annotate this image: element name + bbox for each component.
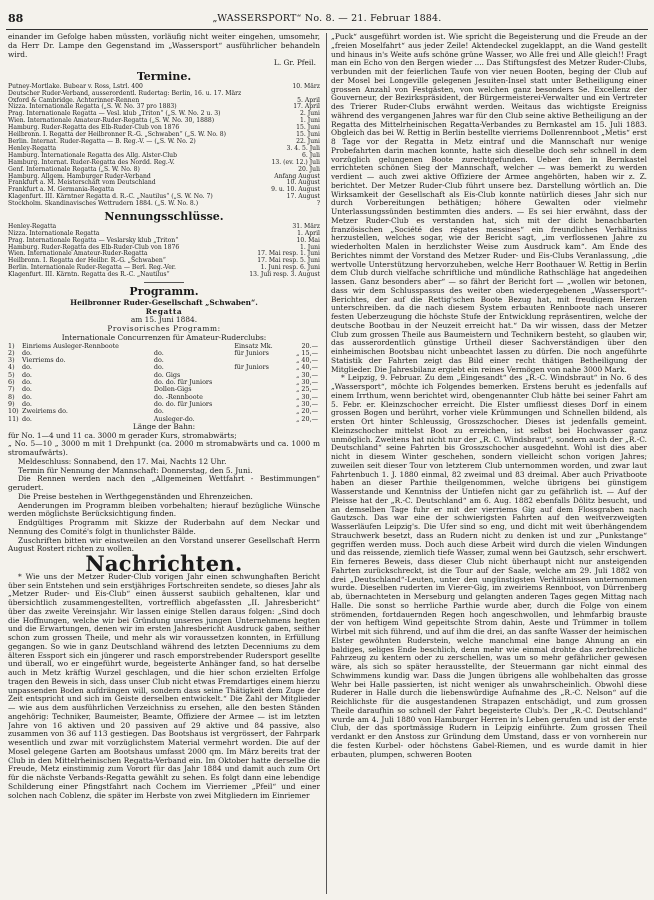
programm-fee: „ 40,— [296,363,318,372]
termine-row-event: Frankfurt a. M. Germania-Regatta [8,186,115,194]
termine-row-event: Hamburg. Ruder-Regatta des Elb-Ruder-Club von 1876 [8,124,180,132]
nennung-heading: Nennungsschlüsse. [104,210,224,224]
section-divider [144,282,184,283]
page-header [0,12,654,28]
programm-category [234,408,288,415]
termin-nennung: Termin für Nennung der Mannschaft: Donnerstag, den 5. Juni. [18,465,253,475]
programm-heading: Programm. [129,285,199,299]
programm-category [234,386,288,393]
nennung-row-event: Wien. Internationale Amateur-Ruder-Regatta [8,250,148,258]
laenge-line-2: „ No. 5—10 „ 3000 m mit 1 Drehpunkt (ca. 2000 m stromabwärts und ca. 1000 m stromaufwärts). [8,439,320,458]
programm-number: 4) [8,363,15,372]
laenge-heading: Länge der Bahn: [132,421,196,431]
termine-row-event: Deutscher Ruder-Verband, ausserordentl. Rudertag: Berlin, 16. u. 17. März [8,89,242,97]
programm-boat-class: Einriems Ausleger-Rennboote [22,341,119,350]
termine-row-date: Anfang August [274,172,320,180]
nennung-row-event: Nizza. Internationale Regatta [8,229,100,237]
termine-row-date: 22. Juni [296,138,320,145]
nennung-row-date: 10. Mai [296,236,320,244]
programm-boat-type: do. [153,356,164,365]
termine-row-date: 1. Juni [300,117,320,125]
programm-boat-class: do. [22,385,32,394]
termine-row-date: 6. Juli [301,151,320,159]
programm-boat-class: do. [22,399,32,408]
nennung-row-date: 17. Mai resp. 1. Juni [257,250,320,258]
programm-fee: „ 20,— [296,407,318,416]
programm-row [8,357,320,364]
programm-boat-class: Vierriems do. [22,356,66,365]
column-divider [326,33,327,894]
termine-row-event: Nizza. Internationale Regatta („S. W. No. 37 pro 1883) [8,103,177,111]
nennung-row-date: 31. März [292,222,320,230]
termine-row-date: 5. April [297,96,320,104]
termine-row-date: 17. April [293,103,320,111]
preise-text: Die Preise bestehen in Werthgegenständen und Ehrenzeichen. [18,491,253,501]
programm-number: 6) [8,378,15,387]
termine-row-event: Oxford & Cambridge. Achterinner-Rennen [8,96,140,104]
left-column [8,33,320,894]
programm-fee: „ 25,— [296,385,318,394]
nennung-row-date: 1. Juni [300,243,320,251]
termine-row-event: Frankfurt a. M. Meisterschaft vom Deutschland [8,179,156,187]
rennen-text: Die Rennen werden nach den „Allgemeinen Wettfahrt - Bestimmungen“ gerudert. [8,474,320,493]
termine-row-event: Hamburg. Allgem. Hamburger Ruder-Verband [8,172,151,180]
programm-boat-type: Dollen-Gigs [153,385,192,394]
programm-fee: „ 30,— [296,378,318,387]
programm-category [234,394,288,401]
metz-report-continued: „Puck“ ausgeführt worden ist. Wie spricht die Begeisterung und die Freude an der „freien Moselfahrt“ aus jeder Zeile! Aktendeckel zugeklappt, an die Wand gestellt und hinaus in's Weite aufs schöne grüne Wasser, wo Alle frei und Alle gleich!! Fragt man ein Echo von den Bergen wieder .... Das Stiftungsfest des Metzer Ruder-Clubs, verbunden mit der feierlichen Taufe von vier neuen Booten, beging der Club auf der Mosel bei Longeville gelegenen Jesuiten-Insel statt unter Betheiligung einer grossen Anzahl von Festgästen, von welchen ganz besonders Se. Excellenz der Gouverneur, der Bezirkspräsident, der Bürgermeisterei-Verwalter und ein Vertreter des Trierer Ruder-Clubs erwähnt werden. Weitaus das wichtigste Ereigniss während des vergangenen Jahres war für den Club seine aktive Betheiligung an der Regatta des Mittelrheinischen Regatta-Verbandes zu Bernkastel am 15. Juli 1883. Obgleich das bei W. Rettig in Berlin bestellte vierriems Dollenrennboot „Metis“ erst 8 Tage vor der Regatta in Metz eintraf und die Mannschaft nur wenige Probefahrten darin machen konnte, hatte sich dieselbe doch sehr schnell in dem vorzüglich gelungenen Boote zurechtgefunden. Ueber den in Bernkastel errichteten schönen Sieg der Mannschaft, welcher — was bemerkt zu werden verdient — auch zwei aktive Offiziere der Armee angehörten, haben wir z. Z. berichtet. Der Metzer Ruder-Club führt unsere bez. Darstellung wörtlich an. Die Wirksamkeit der Gesellschaft als Eis-Club konnte natürlich dieses Jahr sich nur durch Vorbereitungen bethätigen; höhere Gewalten oder vielmehr Unterlassungssünden bestimmten dies anders. — Es sei hier erwähnt, dass der Metzer Ruder-Club es verstanden hat, sich mit der dicht benachbarten französischen „Société des régates messines“ ein freundliches Verhältniss herzustellen, welches sogar, wie der Bericht sagt, „im verflossenen Jahre zu wiederholten Malen in herzlichster Weise zum Ausdruck kam“. Am Ende des Berichtes nimmt der Vorstand des Metzer Ruder- und Eis-Clubs Veranlassung, „die wertvolle Unterstützung hervorzuheben, welche Herr Boothauer W. Rettig in Berlin dem Club durch vielfache schriftliche und mündliche Rathschläge hat angedeihen lassen. Ganz besonders aber“ — so fährt der Bericht fort — „wollen wir betonen, dass wir dem Schlusspassus des weiter oben wiedergegebenen „Wassersport“-Berichtes, der auf die Rettig'schen Boote Bezug hat, mit freudigem Herzen unterschreiben. da die nach diesem System erbauten Rennboote nach unserer festen Ueberzeugung die höchste Stufe der Entwicklung repräsentiren, welche der deutsche Bootbau in der Neuzeit erreicht hat.“ Da wir wissen, dass der Metzer Club zum grossen Theile aus Baumeistern und Technikern besteht, so glauben wir, das ausserordentlich günstige Urtheil dieser Sachverständigen über den einheimischen Bootsbau nicht unbeachtet lassen zu dürfen. Die noch angeführte Statistik der Fahrten zeigt das Bild einer recht thätigen Betheiligung der Mitglieder. Die Jahresbilanz ergiebt ein reines Vermögen von nahe 3000 Mark. [331,33,647,374]
programm-boat-class: do. [22,348,32,357]
termine-row-event: Prag. Internationale Regatta — Vesl. klub „Triton“ („S. W. No. 2 u. 3) [8,110,221,118]
termine-list [8,84,320,208]
programm-number: 8) [8,392,15,401]
aenderung-text: Aenderungen im Programm bleiben vorbehalten; hierauf bezügliche Wünsche werden möglichste Berücksichtigung finden. [8,500,320,519]
programm-category [234,372,288,379]
programm-boat-class: do. [22,378,32,387]
programm-category [234,401,288,408]
nennung-row-date: 1. April [297,229,320,237]
programm-boat-type: do. [153,407,164,416]
termine-row-event: Stockholm. Skandinavisches Wettrudern 1884. („S. W. No. 8.) [8,200,199,208]
termine-row-date: 2. Juni [300,110,320,118]
intro-text: einander im Gefolge haben müssten, vorläufig nicht weiter eingehen, umsomehr, da Herr Dr. Lampe den Gegenstand im „Wassersport“ ausführlicher behandeln wird. [8,33,320,59]
programm-number: 2) [8,348,15,357]
programm-boat-type: do. [153,348,164,357]
nennung-row-event: Klagenfurt. III. Kärntn. Regatta des R.-C. „Nautilus“ [8,271,170,279]
right-column [331,33,647,894]
termine-row-event: Wien. Internationale Amateur-Ruder-Regatta („S. W. No. 30, 1888) [8,117,215,125]
termine-row-event: Henley-Regatta [8,144,57,152]
programm-fee: „ 30,— [296,399,318,408]
programm-category: für Juniors [234,363,269,372]
termine-row-event: Putney-Mortlake. Bubear v. Ross, Lstrl. 400 [8,82,143,90]
programm-fee: „ 40,— [296,356,318,365]
nennung-row-event: Heilbronn. I. Regatta der Heilbr. R.-G. „Schwaben“ [8,257,166,265]
termine-row-date: 20. Juli [298,165,320,173]
nennung-row [8,272,320,279]
programm-regatta: Regatta [145,306,183,316]
programm-boat-class: Zweiriems do. [22,407,68,416]
nennung-row-event: Prag. Internationale Regatta — Veslarsky klub „Triton“ [8,236,179,244]
nennung-row-date: 17. Mai resp. 5. Juni [257,257,320,265]
nennung-row-event: Henley-Regatta [8,222,57,230]
nennung-row-date: 13. Juli resp. 3. August [249,271,320,279]
programm-category: für Juniors [234,348,269,357]
programm-number: 3) [8,356,15,365]
termine-row [8,201,320,208]
programm-number: 10) [8,407,19,416]
termine-row-date: 9. u. 10. August [271,186,320,194]
programm-number: 9) [8,399,15,408]
termine-row-event: Genf. Internationale Regatta („S. W. No. 8) [8,165,140,173]
termine-row-date: 15. Juni [296,131,320,139]
nennung-row-event: Berlin. Internationale Ruder-Regatta — Berl. Reg.-Ver. [8,264,176,272]
programm-table [8,343,320,423]
intro-signature: L. Gr. Pfeil. [273,58,316,68]
programm-boat-class: do. [22,363,32,372]
laenge-line-1: für No. 1—4 und 11 ca. 3000 m gerader Kurs, stromabwärts; [8,430,237,440]
programm-fee: „ 30,— [296,370,318,379]
programm-row [8,343,320,350]
termine-row-date: 17. August [286,193,320,201]
termine-row-date: 10. März [292,82,320,90]
endgueltig-text: Endgültiges Programm mit Skizze der Ruderbahn auf dem Neckar und Nennung des Comité's folgt in thunlichster Bälde. [8,518,320,536]
programm-boat-class: do. [22,370,32,379]
programm-fee: 20.— [301,341,318,350]
programm-fee: „ 20,— [296,414,318,423]
programm-category: Einsatz Mk. [234,341,273,350]
programm-fee: „ 30,— [296,392,318,401]
programm-boat-type: do. -Rennboote [153,392,203,401]
programm-boat-type: do. [153,363,164,372]
termine-row-event: Hamburg. Internationale Regatta des Allg. Alster-Club [8,151,177,159]
termine-row-date: 13. (ev. 12.) Juli [271,158,320,166]
programm-boat-type: do. do. für Juniors [153,378,213,387]
termine-row-date: ? [316,200,320,208]
programm-international: Internationale Concurrenzen für Amateur-Ruderclubs: [61,332,267,342]
meldeschluss: Meldeschluss: Sonnabend, den 17. Mai, Nachts 12 Uhr. [18,456,227,466]
nennung-row-date: 1. Juni resp. 6. Juni [260,264,320,272]
header-rule [6,29,648,30]
termine-row-date: 3. 4. 5. Juli [286,144,320,152]
termine-row-event: Berlin. Internat. Ruder-Regatta — B. Reg.-V. — („S. W. No. 2) [8,138,196,145]
programm-category [234,379,288,386]
nennung-list [8,224,320,279]
programm-category [234,416,288,423]
programm-boat-type: do. do. für Juniors [153,399,213,408]
programm-date: am 15. Juni 1884. [130,315,198,325]
programm-number: 1) [8,341,15,350]
programm-fee: „ 15,— [296,348,318,357]
termine-row-date: 15. Juni [296,124,320,132]
page-number: 88 [8,12,24,25]
nachrichten-paragraph: * Wie uns der Metzer Ruder-Club vorigen Jahr einen schwunghaften Bericht über sein Entstehen und sein erstjähriges Fortschreiten sendete, so dieses Jahr als „Metzer Ruder- und Eis-Club“ einen äusserst saubiich gehaltenen, klar und übersichtlich zusammengestellten, vortrefflich abgefassten „II. Jahresbericht“ über das zweite Vereinsjahr. Wir lassen einige Stellen daraus folgen: „Sind doch die Hoffnungen, welche wir bei Gründung unseres jungen Unternehmens hegten und die Erwartungen, denen wir im ersten Jahresbericht Ausdruck gaben, seither schon zum grossen Theile, und mehr als wir voraussetzen konnten, in Erfüllung gegangen. So wie in ganz Deutschland während des letzten Decenniums zu dem älteren Essport sich ein jüngerer und rasch emporstrebender Rudersport gesellte und überall, wo er eingeführt wurde, begeisterte Anhänger fand, so hat derselbe auch in Metz kräftig Wurzel geschlagen, und die hier schon erzielten Erfolge tragen den Beweis in sich, dass unser Club nicht etwas Fremdartiges einem hierzu unpassenden Boden aufdrängen will, sondern dass seine Thätigkeit dem Zuge der Zeit entspricht und sich im Geiste derselben entwickelt.“ Die Zahl der Mitglieder — wie aus dem ausführlichen Verzeichniss zu ersehen, alle den besten Ständen angehörig: Techniker, Baumeister, Beamte, Offiziere der Armee — ist im letzten Jahre von 16 aktiven und 20 passiven auf 29 aktive und 84 passive, also zusammen von 36 auf 113 gestiegen. Das Bootshaus ist vergrössert, der Fahrpark wesentlich und zwar mit vorzüglichstem Material vermehrt worden. Die auf der Mosel gelegene Garten am Bootshaus umfasst 2000 qm. Im März bereits trat der Club in den Mittelrheinischen Regatta-Verband ein. Im Oktober hatte derselbe die Freude, Metz einstimmig zum Vorort für das Jahr 1884 und damit auch zum Ort für die nächste Verbands-Regatta gewählt zu sehen. Es folgt dann eine lebendige Schilderung einer Pfingstfahrt nach Cochem im Vierriemer „Pfeil“ und einer solchen nach Coblenz, die später im Herbste von zwei Mitgliedern im Einriemer [8,571,320,800]
zuschriften-text: Zuschriften bitten wir einstweilen an den Vorstand unserer Gesellschaft Herrn August Rostert richten zu wollen. [8,535,320,554]
programm-boat-type: Ausleger-do. [153,414,195,423]
programm-boat-type: do. Gigs [153,370,181,379]
programm-number: 7) [8,385,15,394]
programm-provisional: Provisorisches Programm: [107,324,221,334]
termine-row-event: Klagenfurt. III. Kärntner Regatta d. R.-C. „Nautilus“ („S. W. No. 7) [8,193,213,201]
programm-number: 5) [8,370,15,379]
running-title: „WASSERSPORT“ No. 8. — 21. Februar 1884. [212,13,442,24]
nennung-row-event: Hamburg. Ruder-Regatta des Elb-Ruder-Club von 1876 [8,243,180,251]
termine-row-event: Hamburg. Internat. Ruder-Regatta des Nordd. Reg.-V. [8,158,175,166]
termine-row-event: Heilbronn. I. Regatta der Heilbronner R.-G. „Schwaben“ („S. W. No. 8) [8,131,227,139]
programm-boat-type [154,343,234,350]
termine-row-date: 10. August [286,179,320,187]
programm-club: Heilbronner Ruder-Gesellschaft „Schwaben“. [70,297,258,307]
leipzig-report: * Leipzig, 9. Februar. Zu dem „Eingesandt“ des „R.-C. Windsbraut“ in No. 6 des „Wassersport“, möchte ich Folgendes bemerken. Erstens beruht es jedenfalls auf einem Irrthum, wenn berichtet wird, obengenannter Club hätte bei seiner Fahrt am 5. Febr. er. Kleinzschocher erreicht. Die Elster umfliesst dieses Dorf in einem grossen Bogen und berührt, vorher viele Krümmungen und Schnellen bildend, als ersten Ort hinter Schleussig, Grosszschocher. Dieses ist jedenfalls gemeint. Kleinzschocher mittelst Boot zu erreichen, ist selbst bei Hochwasser ganz unmöglich. Zweitens hat nicht nur der „R. C. Windsbraut“, sondern auch der „R.-C. Deutschland“ seine Fahrten bis Grosszschocher ausgedehnt. Wohl ist dies aber nicht in diesem Winter geschehen, sondern vielleicht schon vorigen Jahres; zuweilen seit dieser Tour von letzterem Club unternommen worden, und zwar laut Fahrtenbuch 1. J. 1880 einmal, 82 zweimal und 83 dreimal. Aber auch Privatboote haben an dieser Parthie theilgenommen, welche übrigens bei günstigem Wasserstande und Kenntniss der Untiefen nicht gar zu gefährlich ist. — Auf der Pleisse hat der „R.-C. Deutschland“ am 6. Aug. 1882 ebenfalls Dölitz besucht, und an demselben Tage fuhr er mit der vierriems Gig auf dem Flossgraben nach Gautzsch. Das war eine der schwierigsten Fahrten auf den weitverzweigten Wasserläufen Leipzig's. Die Ufer sind so eng, und dicht mit weit überhängendem Strauchwerk besetzt, dass an Rudern nicht zu denken ist und zur „Punkstange“ gegriffen werden muss. Doch auch diese Arbeit wird durch die vielen Windungen und das reissende, ziemlich tiefe Wasser, zumal wenn bei Gautzsch, sehr erschwert. Ein ferneres Beweis, dass dieser Club nicht überhaupt nicht nur ansteigenden Fahrten zurückschreckt, ist die Tour auf der Saale, welche am 29. Juli 1882 von drei „Deutschland“-Leuten, unter den ungünstigsten Verhältnissen unternommen wurde. Dieselben ruderten im Vierer-Gig, im zweiriems Rennboot, von Dürrenberg ab, übernachteten in Merseburg und gelangten anderen Tages gegen Mittag nach Halle. Die sonst so herrliche Parthie wurde aber, durch die Folge von einem strömenden, fortdauernden Regen hoch angeschwollen, und lehmfarbig brauste der von heftigem Wind gepeitschte Strom dahin, Aeste und Trümmer in tollem Wirbel mit sich führend, und auf ihm die drei, an das sanfte Wasser der heimischen Elster gewöhnten Ruderstein, welche manchmal eine bange Ahnung an ein baldiges, seliges Ende beschlich, denn mehr wie einmal drohte das zerbrechliche Fahrzeug zu kentern oder zu zerschellen, was um so mehr gefährlicher gewesen wäre, als sich so später herausstellte, der Steuermann gar nicht einmal des Schwimmens kundig war. Dass die Jungen übrigens alle wohlbehalten das grosse Wehr bei Halle passierten, ist nicht weniger als unwahrscheinlich. Obwohl diese Ruderer in Halle durch die liebenswürdige Aufnahme des „R.-C. Nelson“ auf die Reichlichste für die ausgestandenen Strapazen entschädigt, und zum grossen Theile daraufhin so schnell der Fahrt begeisterte Club's. Der „R.-C. Deutschland“ wurde am 4. Juli 1880 von Hamburger Herren in's Leben gerufen und ist der erste Club, der das sportmässige Rudern in Leipzig einführte. Zum grossen Theil verdankt er den Anstoss zur Gründung dem Umstand, dass er von vornherein nur die festen Kurbel- oder höchstens Gabel-Riemen, und es wurde damit in hier erbauten, plumpen, schweren Booten [331,373,647,759]
programm-boat-class: do. [22,392,32,401]
programm-number: 11) [8,414,19,423]
nachrichten-heading: Nachrichten. [85,551,243,577]
termine-heading: Termine. [136,70,192,83]
programm-boat-class: do. [22,414,32,423]
